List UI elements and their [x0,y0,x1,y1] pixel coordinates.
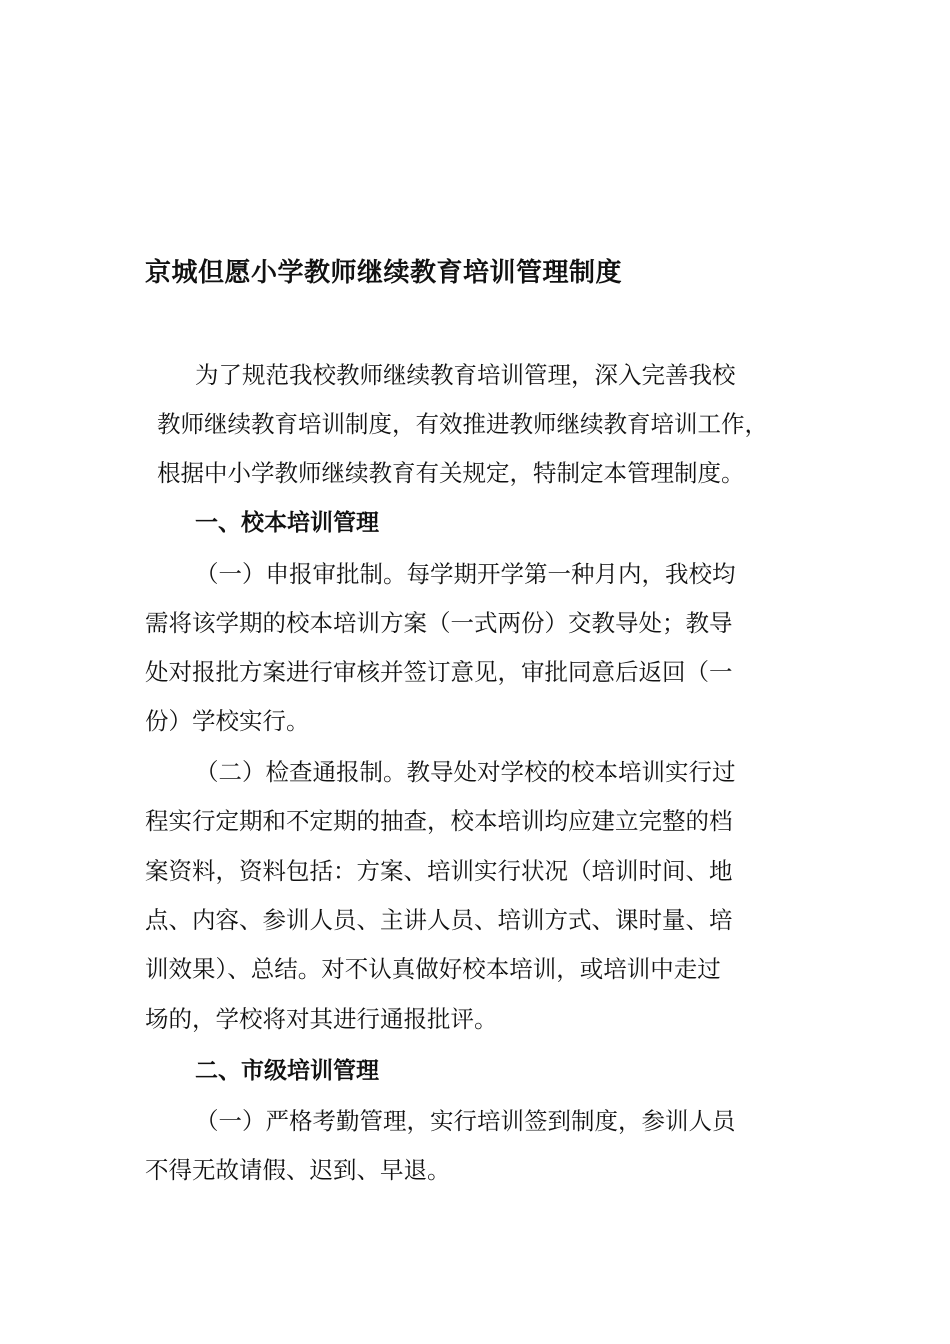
paragraph-line: （二）检查通报制。教导处对学校的校本培训实行过 [195,758,736,786]
paragraph-line: 程实行定期和不定期的抽查，校本培训均应建立完整的档 [145,807,733,835]
paragraph-line: 处对报批方案进行审核并签订意见，审批同意后返回（一 [145,658,733,686]
paragraph-line: 不得无故请假、迟到、早退。 [145,1156,451,1184]
paragraph-line: 场的，学校将对其进行通报批评。 [145,1005,498,1033]
paragraph-line: 案资料，资料包括：方案、培训实行状况（培训时间、地 [145,857,733,885]
intro-line: 教师继续教育培训制度，有效推进教师继续教育培训工作， [157,410,768,438]
paragraph-line: 需将该学期的校本培训方案（一式两份）交教导处；教导 [145,609,733,637]
intro-line: 为了规范我校教师继续教育培训管理，深入完善我校 [195,361,736,389]
document-title: 京城但愿小学教师继续教育培训管理制度 [145,258,623,288]
paragraph-line: （一）申报审批制。每学期开学第一种月内，我校均 [195,560,736,588]
section-heading: 一、校本培训管理 [195,510,379,536]
paragraph-line: 份）学校实行。 [145,707,310,735]
paragraph-line: （一）严格考勤管理，实行培训签到制度，参训人员 [195,1107,736,1135]
paragraph-line: 训效果）、总结。对不认真做好校本培训，或培训中走过 [145,955,721,983]
section-heading: 二、市级培训管理 [195,1058,379,1084]
intro-line: 根据中小学教师继续教育有关规定，特制定本管理制度。 [157,459,745,487]
paragraph-line: 点、内容、参训人员、主讲人员、培训方式、课时量、培 [145,906,733,934]
